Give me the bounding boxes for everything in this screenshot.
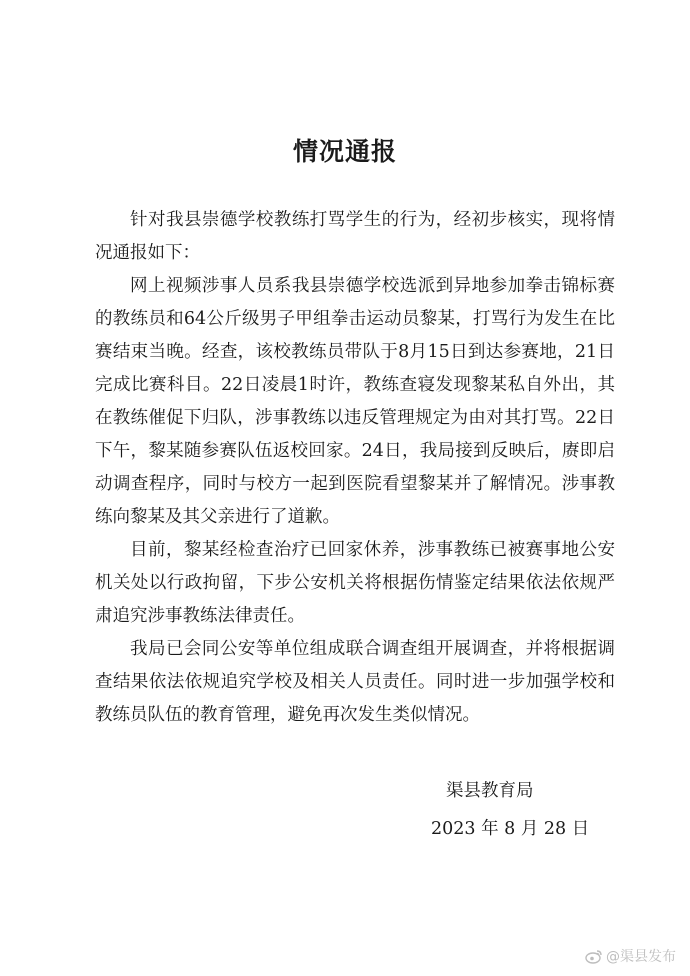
paragraph-intro: 针对我县崇德学校教练打骂学生的行为，经初步核实，现将情况通报如下： xyxy=(95,210,615,263)
signature-date: 2023 年 8 月 28 日 xyxy=(431,819,590,839)
paragraph-incident: 网上视频涉事人员系我县崇德学校选派到异地参加拳击锦标赛的教练员和64公斤级男子甲组拳击运动员黎某，打骂行为发生在比赛结束当晚。经查，该校教练员带队于8月15日到达参赛地，21日完成比赛科目。22日凌晨1时许，教练查寝发现黎某私自外出，其在教练催促下归队，涉事教练以违反管理规定为由对其打骂。22日下午，黎某随参赛队伍返校回家。24日，我局接到反映后，赓即启动调查程序，同时与校方一起到医院看望黎某并了解情况。涉事教练向黎某及其父亲进行了道歉。 xyxy=(95,276,615,527)
watermark xyxy=(585,946,676,966)
watermark-text: @渠县发布 xyxy=(606,949,676,965)
signature-organization: 渠县教育局 xyxy=(446,781,534,801)
document-body xyxy=(95,204,615,732)
weibo-icon xyxy=(585,949,603,964)
paragraph-investigation: 我局已会同公安等单位组成联合调查组开展调查，并将根据调查结果依法依规追究学校及相关人员责任。同时进一步加强学校和教练员队伍的教育管理，避免再次发生类似情况。 xyxy=(95,639,615,725)
document-title: 情况通报 xyxy=(292,137,397,166)
paragraph-current-status: 目前，黎某经检查治疗已回家休养，涉事教练已被赛事地公安机关处以行政拘留，下步公安机关将根据伤情鉴定结果依法依规严肃追究涉事教练法律责任。 xyxy=(95,540,615,626)
